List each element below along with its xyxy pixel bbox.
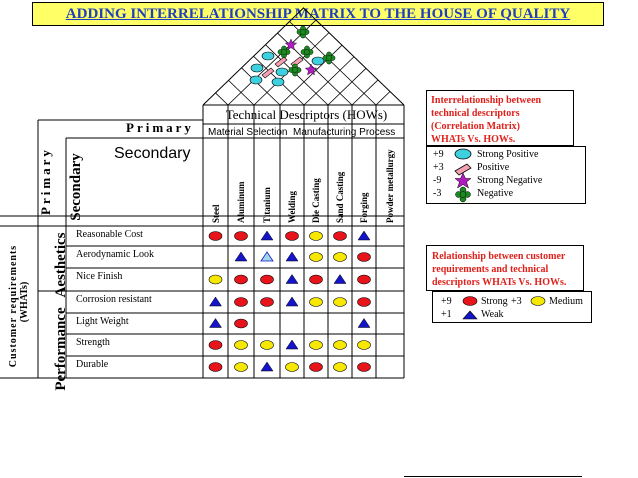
secondary-label-top: Secondary <box>114 145 191 162</box>
column-label-die-casting: Die Casting <box>311 178 321 223</box>
legend2-weak-value: +1 <box>441 309 452 320</box>
strong-icon <box>463 297 477 306</box>
performance-label: Performance <box>53 307 69 391</box>
legend2-weak-label: Weak <box>481 309 504 320</box>
strong-negative-icon <box>455 173 471 188</box>
negative-mark <box>289 64 301 76</box>
strong-relationship-mark <box>310 363 323 372</box>
medium-relationship-mark <box>310 341 323 350</box>
page-title: ADDING INTERRELATIONSHIP MATRIX TO THE HOUSE OF QUALITY <box>65 5 571 22</box>
strong-positive-mark <box>250 76 262 84</box>
medium-relationship-mark <box>334 363 347 372</box>
aesthetics-label: Aesthetics <box>53 232 69 298</box>
legend2-title-2: requirements and technical <box>432 264 549 275</box>
legend1-value-2: +3 <box>433 162 444 173</box>
weak-relationship-mark <box>286 340 298 349</box>
weak-icon <box>463 311 477 319</box>
customer-requirements-label: Customer requirements <box>8 244 19 368</box>
whats-label: (WHATs) <box>19 281 30 323</box>
column-label-titanium: Titanium <box>262 187 272 223</box>
legend1-label-4: Negative <box>477 188 514 199</box>
column-label-aluminum: Aluminum <box>236 181 246 223</box>
column-label-sand-casting: Sand Casting <box>335 171 345 223</box>
material-text: Material <box>208 127 244 138</box>
strong-relationship-mark <box>310 275 323 284</box>
legend1-title-1: Interrelationship between <box>431 95 542 106</box>
row-label: Nice Finish <box>76 271 123 282</box>
strong-relationship-mark <box>235 298 248 307</box>
legend2-medium-value: +3 <box>511 296 522 307</box>
column-label-powder-metallurgy: Powder metallurgy <box>385 149 395 223</box>
relationship-legend-title-box <box>426 245 584 291</box>
medium-relationship-mark <box>261 341 274 350</box>
medium-relationship-mark <box>209 275 222 284</box>
column-label-welding: Welding <box>287 190 297 223</box>
legend1-label-3: Strong Negative <box>477 175 543 186</box>
weak-relationship-mark <box>210 319 222 328</box>
medium-relationship-mark <box>310 298 323 307</box>
weak-relationship-mark <box>261 252 273 261</box>
medium-relationship-mark <box>286 363 299 372</box>
positive-mark <box>262 68 274 78</box>
strong-positive-mark <box>251 64 263 72</box>
weak-relationship-mark <box>358 231 370 240</box>
correlation-legend-title-box <box>426 90 574 146</box>
primary-label-left: Primary <box>38 147 53 215</box>
strong-relationship-mark <box>235 319 248 328</box>
strong-positive-icon <box>455 149 471 159</box>
row-label: Light Weight <box>76 316 129 327</box>
row-label: Strength <box>76 337 110 348</box>
legend2-title-1: Relationship between customer <box>432 251 566 262</box>
strong-relationship-mark <box>358 253 371 262</box>
relationship-legend-items <box>432 291 592 323</box>
manufacturing-process-label: Manufacturing Process <box>293 127 396 138</box>
strong-positive-mark <box>272 78 284 86</box>
legend1-title-2: technical descriptors <box>431 108 520 119</box>
medium-relationship-mark <box>310 232 323 241</box>
correlation-legend-items <box>426 146 586 204</box>
weak-relationship-mark <box>235 252 247 261</box>
strong-positive-mark <box>276 68 288 76</box>
selection-text: Selection <box>246 127 288 138</box>
column-label-steel: Steel <box>210 204 221 223</box>
weak-relationship-mark <box>358 319 370 328</box>
strong-relationship-mark <box>235 275 248 284</box>
correlation-roof <box>203 8 404 105</box>
column-label-forging: Forging <box>359 192 369 223</box>
negative-icon <box>456 187 471 202</box>
bottom-divider <box>404 476 582 477</box>
legend2-title-3: descriptors WHATs Vs. HOWs. <box>432 277 567 288</box>
medium-relationship-mark <box>334 253 347 262</box>
secondary-label-left: Secondary <box>68 153 84 221</box>
strong-relationship-mark <box>209 363 222 372</box>
medium-relationship-mark <box>334 341 347 350</box>
row-label: Aerodynamic Look <box>76 249 155 260</box>
strong-relationship-mark <box>286 232 299 241</box>
technical-descriptors-header: Technical Descriptors (HOWs) <box>225 107 388 122</box>
legend2-strong-label: Strong <box>481 296 508 307</box>
weak-relationship-mark <box>286 275 298 284</box>
material-selection-label <box>208 127 288 138</box>
negative-mark <box>301 46 313 58</box>
positive-mark <box>275 57 287 67</box>
medium-relationship-mark <box>235 341 248 350</box>
weak-relationship-mark <box>261 231 273 240</box>
legend1-label-2: Positive <box>477 162 510 173</box>
roof-symbols <box>250 26 335 86</box>
weak-relationship-mark <box>286 297 298 306</box>
medium-relationship-mark <box>358 341 371 350</box>
strong-relationship-mark <box>235 232 248 241</box>
medium-icon <box>531 297 545 306</box>
strong-relationship-mark <box>261 275 274 284</box>
strong-positive-mark <box>312 57 324 65</box>
relationship-symbols <box>209 231 371 372</box>
legend1-title-3: (Correlation Matrix) <box>431 121 520 132</box>
strong-relationship-mark <box>358 298 371 307</box>
row-label: Reasonable Cost <box>76 229 143 240</box>
strong-negative-mark <box>305 64 316 75</box>
legend1-value-4: -3 <box>433 188 442 199</box>
weak-relationship-mark <box>286 252 298 261</box>
strong-relationship-mark <box>209 232 222 241</box>
legend2-strong-value: +9 <box>441 296 452 307</box>
row-label: Corrosion resistant <box>76 294 152 305</box>
legend1-title-4: WHATs Vs. HOWs. <box>431 134 516 145</box>
weak-relationship-mark <box>261 362 273 371</box>
weak-relationship-mark <box>210 297 222 306</box>
strong-positive-mark <box>262 52 274 60</box>
legend1-label-1: Strong Positive <box>477 149 539 160</box>
strong-relationship-mark <box>358 363 371 372</box>
strong-relationship-mark <box>334 232 347 241</box>
legend1-value-1: +9 <box>433 149 444 160</box>
medium-relationship-mark <box>235 363 248 372</box>
strong-relationship-mark <box>358 275 371 284</box>
weak-relationship-mark <box>334 275 346 284</box>
primary-label-top: Primary <box>126 120 194 135</box>
legend2-medium-label: Medium <box>549 296 583 307</box>
medium-relationship-mark <box>310 253 323 262</box>
medium-relationship-mark <box>334 298 347 307</box>
strong-relationship-mark <box>261 298 274 307</box>
row-label: Durable <box>76 359 109 370</box>
legend1-value-3: -9 <box>433 175 442 186</box>
strong-relationship-mark <box>209 341 222 350</box>
